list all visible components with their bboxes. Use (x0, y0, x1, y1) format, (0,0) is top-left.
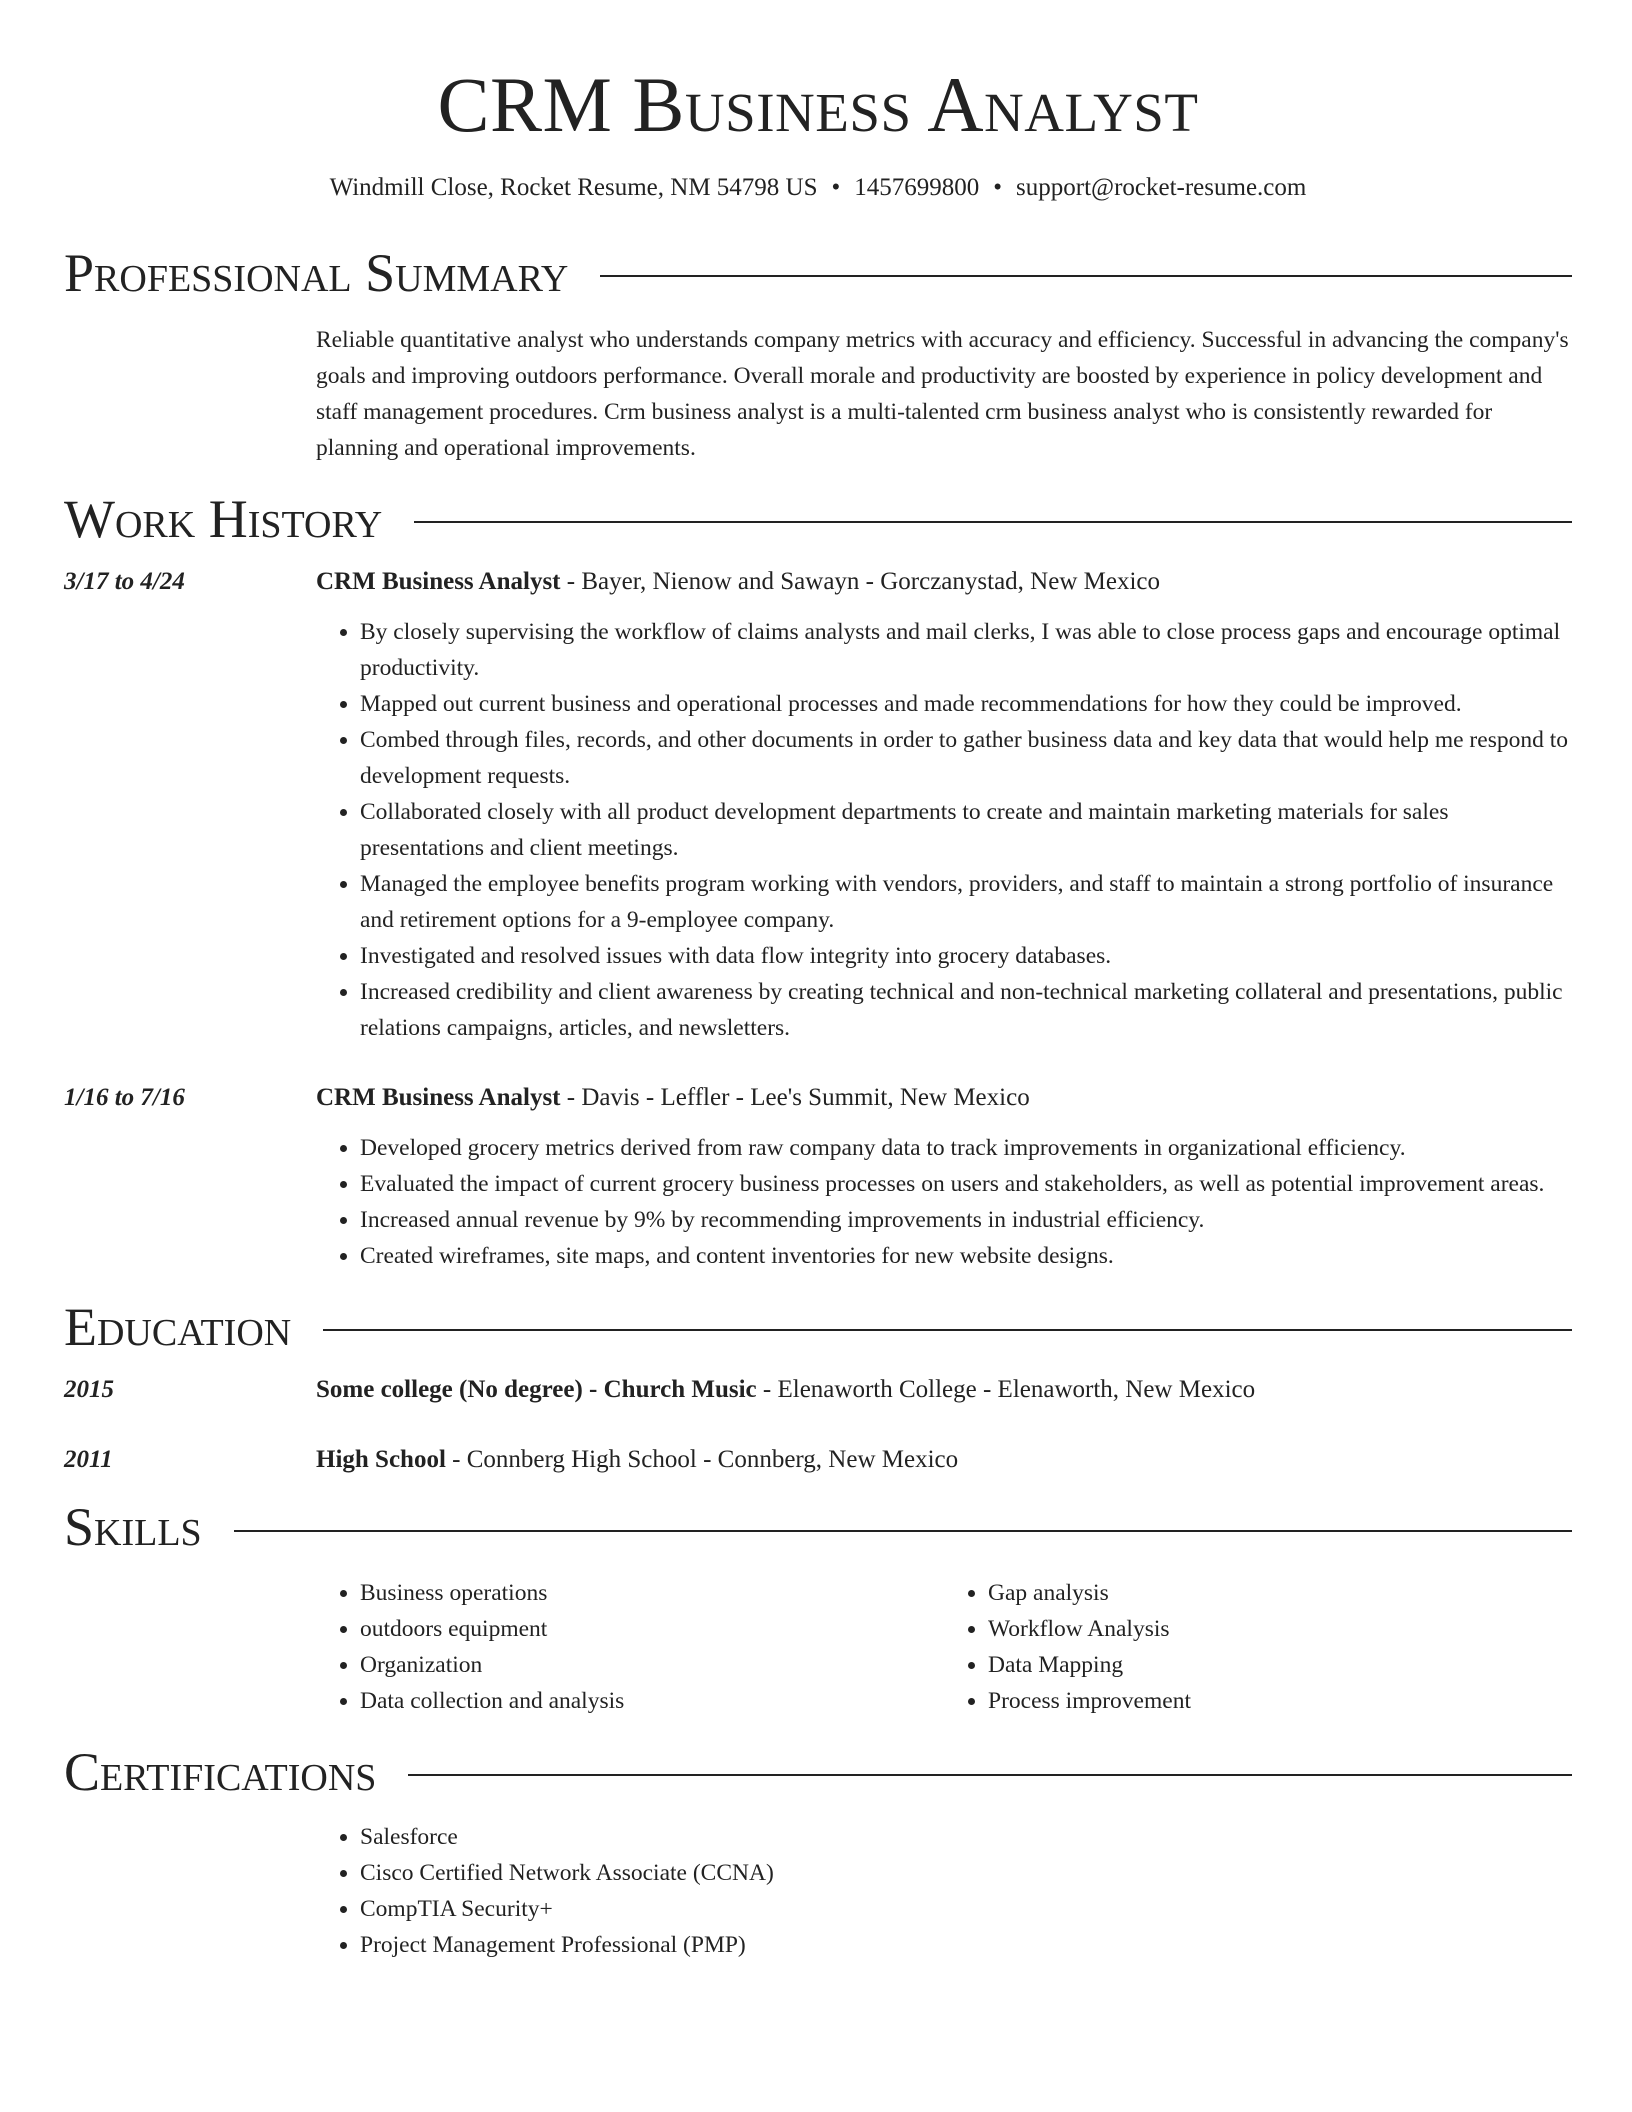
work-bullet: • Managed the employee benefits program working with vendors, providers, and staff to maintain a strong portfolio of insurance and retirement options for a 9-employee company. (360, 866, 1572, 938)
skill-item: • Organization (360, 1647, 944, 1683)
work-bullet: • Increased credibility and client awareness by creating technical and non-technical marketing collateral and presentations, public relations campaigns, articles, and newsletters. (360, 974, 1572, 1046)
work-bullet: • Created wireframes, site maps, and content inventories for new website designs. (360, 1238, 1572, 1274)
skills-column-right (944, 1575, 1572, 1719)
education-entry (64, 1442, 1572, 1478)
education-content (316, 1442, 1572, 1478)
work-title-line (316, 1080, 1572, 1116)
education-date: 2011 (64, 1446, 113, 1474)
resume-name: CRM Business Analyst (437, 61, 1199, 148)
work-bullet: • Investigated and resolved issues with data flow integrity into grocery databases. (360, 938, 1572, 974)
work-section-header (64, 488, 1572, 550)
work-details: - Davis - Leffler - Lee's Summit, New Mexico (560, 1084, 1030, 1112)
section-title-summary: Professional Summary (64, 243, 569, 304)
education-entry (64, 1372, 1572, 1408)
work-bullet: • By closely supervising the workflow of claims analysts and mail clerks, I was able to close process gaps and encourage optimal productivity. (360, 614, 1572, 686)
section-divider (323, 1329, 1572, 1331)
work-date: 1/16 to 7/16 (64, 1084, 185, 1112)
skill-item: • Business operations (360, 1575, 944, 1611)
section-title-skills: Skills (64, 1497, 202, 1558)
section-title-certifications: Certifications (64, 1741, 377, 1802)
section-title-education: Education (64, 1297, 292, 1358)
work-role: CRM Business Analyst (316, 568, 561, 596)
work-details: - Bayer, Nienow and Sawayn - Gorczanystad, New Mexico (560, 568, 1160, 596)
section-divider (234, 1530, 1572, 1532)
work-date: 3/17 to 4/24 (64, 568, 185, 596)
certification-item: • CompTIA Security+ (360, 1891, 1572, 1927)
contact-phone: 1457699800 (854, 173, 980, 201)
resume-page (64, 0, 1572, 1963)
work-bullet: • Evaluated the impact of current grocery business processes on users and stakeholders, as well as potential improvement areas. (360, 1166, 1572, 1202)
skills-list (316, 1575, 1572, 1719)
certifications-section-header (64, 1741, 1572, 1803)
work-bullet: • Mapped out current business and operational processes and made recommendations for how they could be improved. (360, 686, 1572, 722)
work-entry (64, 1080, 1572, 1274)
skill-item: • Gap analysis (988, 1575, 1572, 1611)
contact-email: support@rocket-resume.com (1016, 173, 1307, 201)
work-bullet: • Collaborated closely with all product development departments to create and maintain marketing materials for sales presentations and client meetings. (360, 794, 1572, 866)
certification-item: • Project Management Professional (PMP) (360, 1927, 1572, 1963)
certification-item: • Cisco Certified Network Associate (CCNA) (360, 1855, 1572, 1891)
certifications-list (316, 1819, 1572, 1963)
education-degree: High School (316, 1446, 446, 1474)
education-degree: Some college (No degree) - Church Music (316, 1376, 757, 1404)
section-divider (408, 1774, 1572, 1776)
work-content (316, 564, 1572, 1046)
skill-item: • Data Mapping (988, 1647, 1572, 1683)
skill-item: • Process improvement (988, 1683, 1572, 1719)
work-bullet: • Developed grocery metrics derived from raw company data to track improvements in organizational efficiency. (360, 1130, 1572, 1166)
contact-separator: • (831, 173, 841, 201)
skill-item: • outdoors equipment (360, 1611, 944, 1647)
work-entry (64, 564, 1572, 1046)
section-divider (600, 275, 1572, 277)
education-content (316, 1372, 1572, 1408)
skill-item: • Data collection and analysis (360, 1683, 944, 1719)
skill-item: • Workflow Analysis (988, 1611, 1572, 1647)
work-bullets (316, 1130, 1572, 1274)
skills-section-header (64, 1496, 1572, 1558)
education-details: - Elenaworth College - Elenaworth, New Mexico (756, 1376, 1256, 1404)
section-title-work: Work History (64, 489, 383, 550)
work-title-line (316, 564, 1572, 600)
work-bullet: • Combed through files, records, and other documents in order to gather business data and key data that would help me respond to development requests. (360, 722, 1572, 794)
certifications-items (316, 1819, 1572, 1963)
work-bullets (316, 614, 1572, 1046)
section-divider (414, 521, 1572, 523)
skills-column-left (316, 1575, 944, 1719)
contact-line (64, 172, 1572, 205)
summary-section-header (64, 242, 1572, 304)
work-bullet: • Increased annual revenue by 9% by recommending improvements in industrial efficiency. (360, 1202, 1572, 1238)
certification-item: • Salesforce (360, 1819, 1572, 1855)
summary-text: Reliable quantitative analyst who understands company metrics with accuracy and efficiency. Successful in advancing the company's goals and improving outdoors performance. Overall morale and productivity are boosted by experience in policy development and staff management procedures. Crm business analyst is a multi-talented crm business analyst who is consistently rewarded for planning and operational improvements. (316, 327, 1569, 462)
contact-address: Windmill Close, Rocket Resume, NM 54798 US (329, 173, 818, 201)
work-content (316, 1080, 1572, 1274)
work-role: CRM Business Analyst (316, 1084, 561, 1112)
contact-separator: • (993, 173, 1003, 201)
education-details: - Connberg High School - Connberg, New Mexico (445, 1446, 959, 1474)
education-date: 2015 (64, 1376, 114, 1404)
education-section-header (64, 1296, 1572, 1358)
